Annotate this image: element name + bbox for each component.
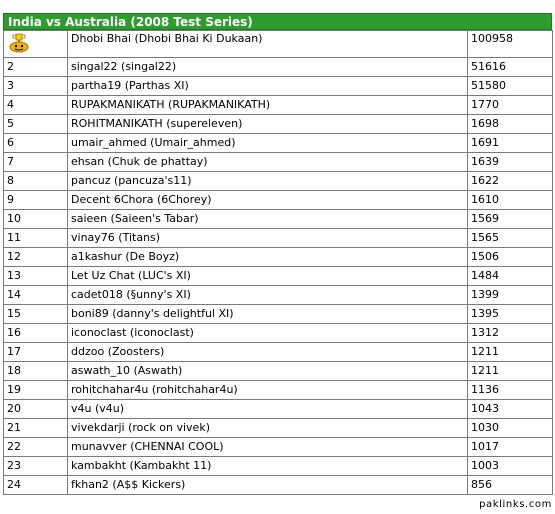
rank-cell: 17	[4, 343, 68, 362]
rank-cell: 16	[4, 324, 68, 343]
player-name-cell: fkhan2 (A$$ Kickers)	[68, 476, 468, 495]
player-name-cell: Dhobi Bhai (Dhobi Bhai Ki Dukaan)	[68, 31, 468, 58]
table-row	[4, 134, 553, 153]
score-cell: 1017	[468, 438, 553, 457]
table-row	[4, 96, 553, 115]
player-name-cell: boni89 (danny's delightful XI)	[68, 305, 468, 324]
table-row	[4, 438, 553, 457]
table-row	[4, 153, 553, 172]
rank-cell: 20	[4, 400, 68, 419]
player-name-cell: a1kashur (De Boyz)	[68, 248, 468, 267]
table-row	[4, 381, 553, 400]
table-row	[4, 210, 553, 229]
score-cell: 1211	[468, 343, 553, 362]
rank-cell	[4, 31, 68, 58]
score-cell: 1506	[468, 248, 553, 267]
player-name-cell: iconoclast (iconoclast)	[68, 324, 468, 343]
rank-cell: 5	[4, 115, 68, 134]
rank-cell: 15	[4, 305, 68, 324]
rank-cell: 10	[4, 210, 68, 229]
player-name-cell: RUPAKMANIKATH (RUPAKMANIKATH)	[68, 96, 468, 115]
score-cell: 1211	[468, 362, 553, 381]
table-row	[4, 476, 553, 495]
player-name-cell: ehsan (Chuk de phattay)	[68, 153, 468, 172]
player-name-cell: ddzoo (Zoosters)	[68, 343, 468, 362]
table-row	[4, 77, 553, 96]
score-cell: 1399	[468, 286, 553, 305]
player-name-cell: Let Uz Chat (LUC's XI)	[68, 267, 468, 286]
rank-cell: 14	[4, 286, 68, 305]
score-cell: 51580	[468, 77, 553, 96]
score-cell: 1136	[468, 381, 553, 400]
table-row	[4, 343, 553, 362]
score-cell: 1770	[468, 96, 553, 115]
table-row	[4, 172, 553, 191]
score-cell: 1569	[468, 210, 553, 229]
player-name-cell: saieen (Saieen's Tabar)	[68, 210, 468, 229]
table-row	[4, 267, 553, 286]
rank-cell: 19	[4, 381, 68, 400]
score-cell: 1622	[468, 172, 553, 191]
leaderboard-title: India vs Australia (2008 Test Series)	[3, 13, 552, 30]
rank-cell: 3	[4, 77, 68, 96]
rank-cell: 4	[4, 96, 68, 115]
rank-cell: 8	[4, 172, 68, 191]
rank-cell: 12	[4, 248, 68, 267]
table-row	[4, 115, 553, 134]
score-cell: 1395	[468, 305, 553, 324]
player-name-cell: vinay76 (Titans)	[68, 229, 468, 248]
table-row	[4, 457, 553, 476]
player-name-cell: munavver (CHENNAI COOL)	[68, 438, 468, 457]
rank-cell: 2	[4, 58, 68, 77]
rank-cell: 13	[4, 267, 68, 286]
table-row	[4, 324, 553, 343]
rank-cell: 23	[4, 457, 68, 476]
player-name-cell: cadet018 (§unny's XI)	[68, 286, 468, 305]
player-name-cell: v4u (v4u)	[68, 400, 468, 419]
score-cell: 1691	[468, 134, 553, 153]
score-cell: 1639	[468, 153, 553, 172]
rank-cell: 6	[4, 134, 68, 153]
rank-cell: 11	[4, 229, 68, 248]
score-cell: 1030	[468, 419, 553, 438]
player-name-cell: partha19 (Parthas XI)	[68, 77, 468, 96]
rank-cell: 22	[4, 438, 68, 457]
leaderboard-table	[3, 30, 553, 495]
table-row	[4, 419, 553, 438]
trophy-icon	[8, 33, 30, 53]
player-name-cell: singal22 (singal22)	[68, 58, 468, 77]
score-cell: 1565	[468, 229, 553, 248]
player-name-cell: ROHITMANIKATH (supereleven)	[68, 115, 468, 134]
player-name-cell: kambakht (Kambakht 11)	[68, 457, 468, 476]
score-cell: 856	[468, 476, 553, 495]
table-row	[4, 31, 553, 58]
score-cell: 1003	[468, 457, 553, 476]
player-name-cell: pancuz (pancuza's11)	[68, 172, 468, 191]
rank-cell: 24	[4, 476, 68, 495]
score-cell: 100958	[468, 31, 553, 58]
score-cell: 51616	[468, 58, 553, 77]
rank-cell: 7	[4, 153, 68, 172]
score-cell: 1043	[468, 400, 553, 419]
rank-cell: 21	[4, 419, 68, 438]
player-name-cell: Decent 6Chora (6Chorey)	[68, 191, 468, 210]
table-row	[4, 248, 553, 267]
table-row	[4, 229, 553, 248]
table-row	[4, 286, 553, 305]
player-name-cell: vivekdarji (rock on vivek)	[68, 419, 468, 438]
site-watermark: paklinks.com	[479, 499, 552, 510]
player-name-cell: umair_ahmed (Umair_ahmed)	[68, 134, 468, 153]
table-row	[4, 191, 553, 210]
score-cell: 1312	[468, 324, 553, 343]
rank-cell: 9	[4, 191, 68, 210]
leaderboard	[3, 13, 552, 495]
table-row	[4, 305, 553, 324]
table-row	[4, 362, 553, 381]
score-cell: 1698	[468, 115, 553, 134]
score-cell: 1484	[468, 267, 553, 286]
player-name-cell: rohitchahar4u (rohitchahar4u)	[68, 381, 468, 400]
rank-cell: 18	[4, 362, 68, 381]
table-row	[4, 400, 553, 419]
score-cell: 1610	[468, 191, 553, 210]
player-name-cell: aswath_10 (Aswath)	[68, 362, 468, 381]
table-row	[4, 58, 553, 77]
